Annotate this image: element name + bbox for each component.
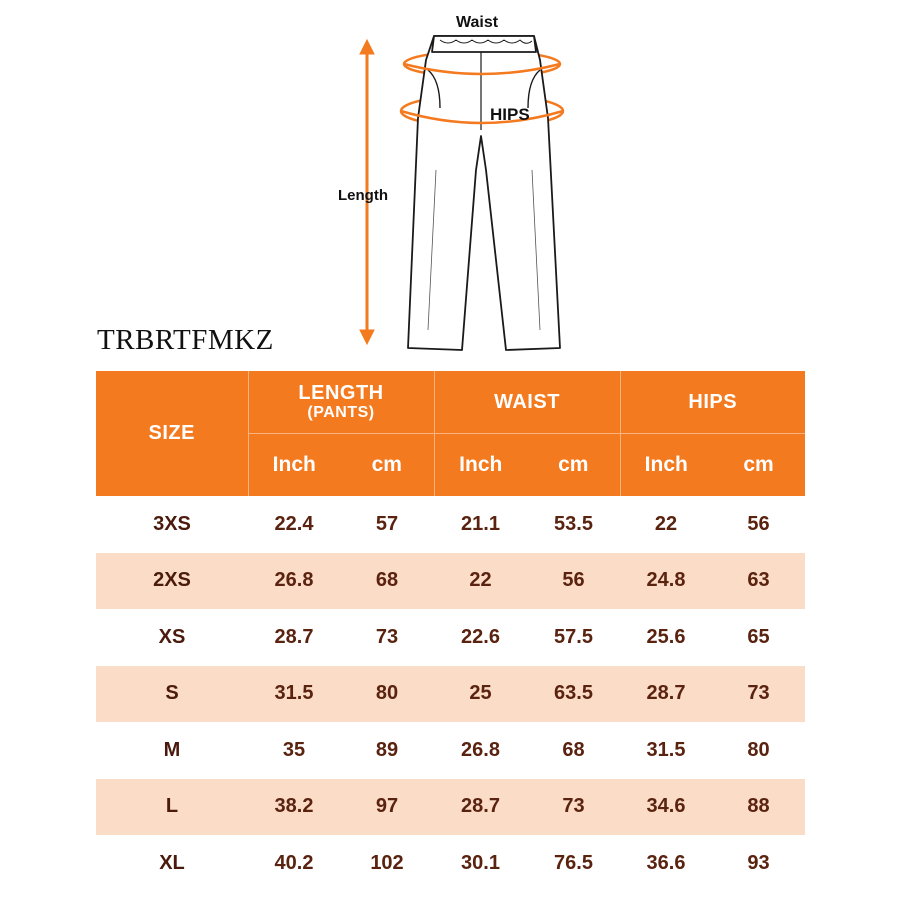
- size-cell: XS: [158, 625, 186, 648]
- size-cell: L: [96, 779, 248, 836]
- length-inch-header: Inch: [248, 434, 340, 497]
- hips-cm-cell: 93: [747, 851, 770, 874]
- length-header-title: LENGTH: [298, 382, 384, 404]
- waist-inch-cell: 30.1: [461, 851, 500, 874]
- length-inch-cell: 40.2: [274, 851, 314, 874]
- hips-cm-cell: 88: [712, 779, 805, 836]
- waist-inch-cell: 28.7: [434, 779, 527, 836]
- hips-inch-cell: 25.6: [646, 625, 686, 648]
- waist-label: Waist: [456, 14, 499, 31]
- hips-inch-cell: 34.6: [620, 779, 712, 836]
- table-row: [96, 666, 805, 723]
- size-cell: 2XS: [96, 553, 248, 610]
- table-row: [96, 553, 805, 610]
- header-row-groups: [96, 371, 805, 434]
- waist-inch-cell: 25: [434, 666, 527, 723]
- hips-label: HIPS: [490, 105, 530, 124]
- length-cm-header: cm: [340, 434, 434, 497]
- hips-inch-cell: 31.5: [646, 738, 686, 761]
- size-chart-table: [96, 371, 805, 892]
- hips-inch-cell: 24.8: [620, 553, 712, 610]
- waist-inch-cell: 26.8: [461, 738, 500, 761]
- length-cm-cell: 80: [340, 666, 434, 723]
- table-row: [96, 722, 805, 779]
- table-row: [96, 779, 805, 836]
- waist-cm-header: cm: [527, 434, 620, 497]
- length-inch-cell: 26.8: [248, 553, 340, 610]
- waist-cm-cell: 53.5: [554, 512, 593, 535]
- waist-cm-cell: 63.5: [527, 666, 620, 723]
- hips-cm-cell: 65: [747, 625, 770, 648]
- length-inch-cell: 38.2: [248, 779, 340, 836]
- hips-inch-cell: 22: [654, 512, 678, 535]
- hips-cm-cell: 80: [747, 738, 770, 761]
- waist-cm-cell: 73: [527, 779, 620, 836]
- length-cm-cell: 57: [375, 512, 399, 535]
- waist-cm-cell: 56: [527, 553, 620, 610]
- size-cell: XL: [159, 851, 185, 874]
- size-header: SIZE: [96, 371, 248, 496]
- waist-inch-cell: 21.1: [461, 512, 500, 535]
- pants-illustration: [0, 0, 900, 360]
- size-cell: 3XS: [153, 512, 191, 535]
- size-cell: M: [163, 738, 181, 761]
- hips-cm-cell: 73: [712, 666, 805, 723]
- hips-cm-cell: 63: [712, 553, 805, 610]
- hips-header: HIPS: [620, 371, 805, 434]
- hips-inch-cell: 28.7: [620, 666, 712, 723]
- length-cm-cell: 68: [340, 553, 434, 610]
- length-header: [248, 371, 434, 434]
- pants-diagram: [0, 0, 900, 360]
- hips-inch-cell: 36.6: [646, 851, 686, 874]
- waist-cm-cell: 68: [562, 738, 585, 761]
- length-inch-cell: 22.4: [274, 512, 314, 535]
- table-row: [96, 496, 805, 553]
- length-cm-cell: 102: [370, 851, 404, 874]
- pants-outline: [408, 36, 560, 350]
- hips-inch-header: Inch: [620, 434, 712, 497]
- hips-cm-header: cm: [712, 434, 805, 497]
- length-inch-cell: 31.5: [248, 666, 340, 723]
- length-inch-cell: 35: [282, 738, 306, 761]
- hips-cm-cell: 56: [747, 512, 770, 535]
- waist-cm-cell: 57.5: [554, 625, 593, 648]
- waist-header: WAIST: [434, 371, 620, 434]
- table-row: [96, 835, 805, 892]
- length-cm-cell: 89: [375, 738, 399, 761]
- length-label: Length: [338, 187, 388, 204]
- waist-inch-cell: 22: [434, 553, 527, 610]
- waist-cm-cell: 76.5: [554, 851, 593, 874]
- length-inch-cell: 28.7: [274, 625, 314, 648]
- length-cm-cell: 73: [375, 625, 399, 648]
- waist-inch-header: Inch: [434, 434, 527, 497]
- brand-name: TRBRTFMKZ: [97, 324, 274, 356]
- length-header-subtitle: (PANTS): [307, 404, 375, 421]
- size-cell: S: [96, 666, 248, 723]
- length-cm-cell: 97: [340, 779, 434, 836]
- table-row: [96, 609, 805, 666]
- waist-inch-cell: 22.6: [461, 625, 500, 648]
